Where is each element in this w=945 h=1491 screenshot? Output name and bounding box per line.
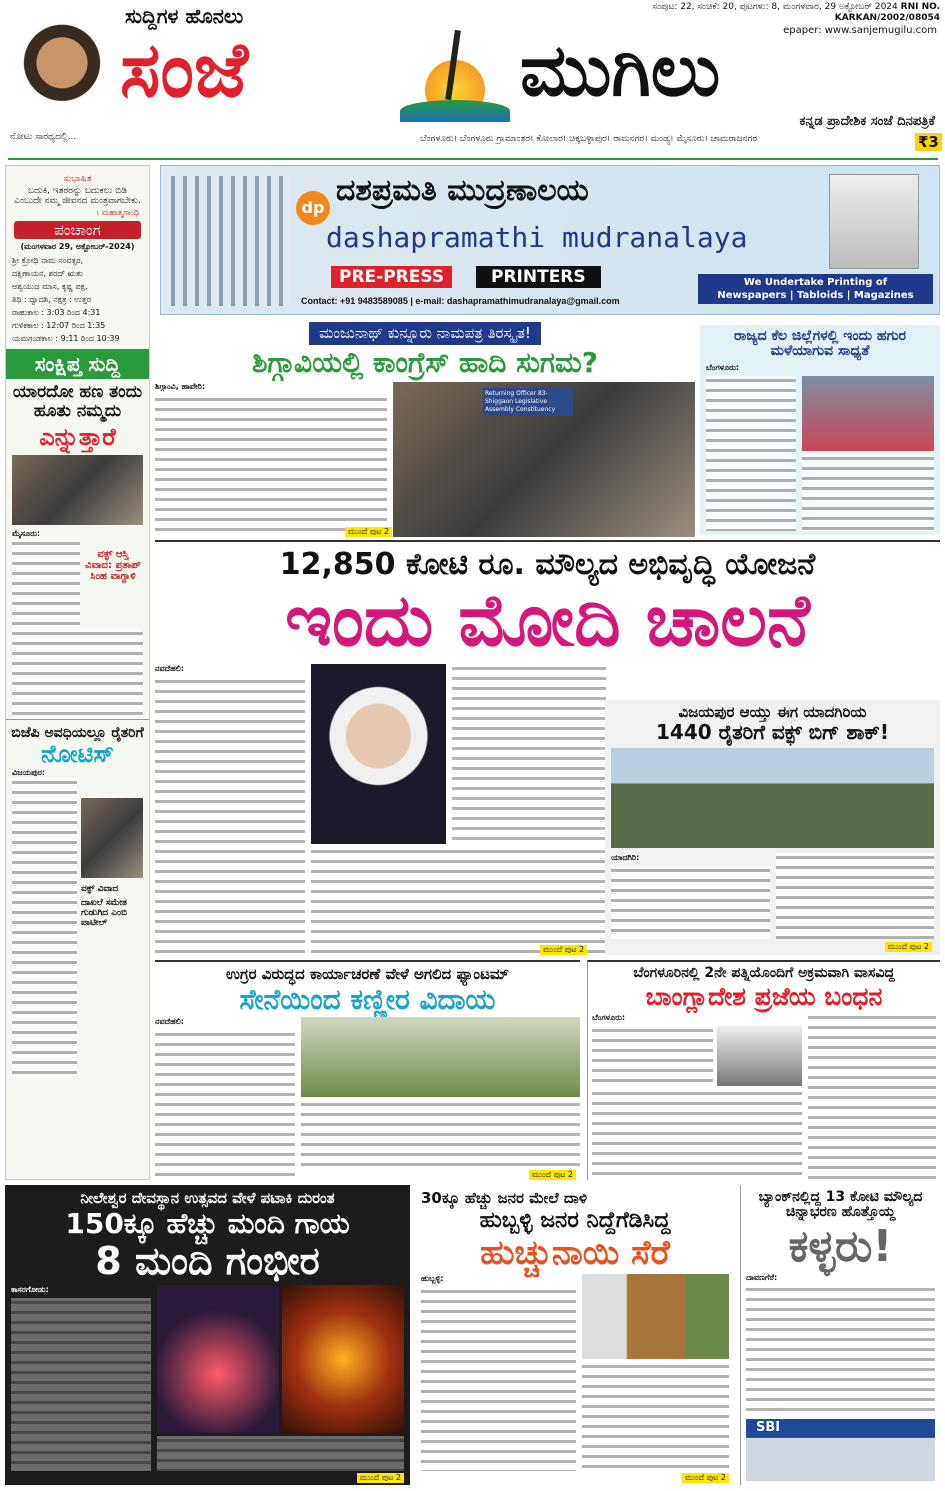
story-body — [611, 866, 770, 940]
story-dateline: ಶಿಗ್ಗಾಂವಿ, ಹಾವೇರಿ: — [155, 381, 206, 391]
story-headline: ರಾಜ್ಯದ ಕೆಲ ಜಿಲ್ಲೆಗಳಲ್ಲಿ ಇಂದು ಹಗುರ ಮಳೆಯಾಗುವ ಸಾಧ್ಯತೆ — [733, 328, 907, 360]
brief-story2-pull1: ವಕ್ಫ್ ವಿವಾದ — [81, 883, 119, 894]
subhashita-label: ಸುಭಾಷಿತ — [63, 174, 92, 184]
panchanga-list — [6, 252, 149, 347]
masthead-rule — [8, 158, 938, 160]
modi-photo — [311, 664, 446, 844]
price-badge: ₹3 — [915, 133, 942, 151]
story-phantom — [155, 960, 580, 1180]
fire-photo-2 — [282, 1285, 404, 1433]
ad-prepress: PRE-PRESS — [331, 266, 452, 288]
press-machine-image — [171, 176, 291, 306]
story-body-2 — [802, 454, 934, 531]
story-kicker: ನೀಲೇಶ್ವರ ದೇವಸ್ಥಾನ ಉತ್ಸವದ ವೇಳೆ ಪಟಾಕಿ ದುರಂತ — [80, 1189, 335, 1207]
story-dateline: ಬೆಂಗಳೂರು: — [706, 362, 740, 372]
story-kicker: 12,850 ಕೋಟಿ ರೂ. ಮೌಲ್ಯದ ಅಭಿವೃದ್ಧಿ ಯೋಜನೆ — [279, 547, 816, 582]
sidebar — [5, 165, 150, 1180]
story-headline: ಇಂದು ಮೋದಿ ಚಾಲನೆ — [285, 578, 810, 662]
panchanga-item: ಆಶ್ವಯುಜ ಮಾಸ, ಕೃಷ್ಣ ಪಕ್ಷ, — [12, 282, 88, 291]
subhashita-author: । ಮಹಾತ್ಮಗಾಂಧಿ — [96, 208, 139, 217]
printer-image — [829, 174, 919, 269]
story-kicker: ಬೆಂಗಳೂರಿನಲ್ಲಿ 2ನೇ ಪತ್ನಿಯೊಂದಿಗೆ ಅಕ್ರಮವಾಗಿ ವಾಸವಿದ್ದ — [633, 965, 895, 981]
panchanga-date: (ಮಂಗಳವಾರ 29, ಅಕ್ಟೋಬರ್-2024) — [20, 242, 135, 251]
panchanga-item: ತಿಥಿ : ದ್ವಾದಶಿ, ನಕ್ಷತ್ರ : ಉತ್ತರ — [12, 295, 91, 304]
story-headline-1: 150ಕ್ಕೂ ಹೆಚ್ಚು ಮಂದಿ ಗಾಯ — [65, 1206, 350, 1240]
brief-story2-dateline: ವಿಜಯಪುರ: — [12, 767, 46, 777]
brief-story1-pull: ವಕ್ಫ್ ಆಸ್ತಿ ವಿವಾದ: ಪ್ರತಾಪ್ ಸಿಂಹ ವಾಗ್ದಾಳಿ — [85, 548, 141, 582]
masthead-subtitle: ಕನ್ನಡ ಪ್ರಾದೇಶಿಕ ಸಂಜೆ ದಿನಪತ್ರಿಕೆ — [799, 114, 935, 129]
farmers-photo — [611, 748, 934, 848]
story-dateline: ನವದೆಹಲಿ: — [155, 1017, 184, 1027]
ad-name-english: dashapramathi mudranalaya — [326, 221, 748, 254]
story-bangladesh — [587, 960, 940, 1180]
brief-story2-photo — [81, 798, 143, 878]
story-headline: ಬಾಂಗ್ಲಾದೇಶ ಪ್ರಜೆಯ ಬಂಧನ — [645, 982, 883, 1012]
story-dateline: ಹುಬ್ಬಳ್ಳಿ: — [421, 1274, 444, 1284]
brief-story1-headline-2: ಎನ್ನುತ್ತಾರೆ — [39, 423, 116, 452]
brief-story2-pull2: ದಾಖಲೆ ಸಮೇತ ಗುಡುಗಿದ ಎಂಬಿ ಪಾಟೀಲ್ — [81, 897, 128, 928]
sbi-bank-photo — [746, 1419, 935, 1481]
story-headline-1: ಹುಬ್ಬಳ್ಳಿ ಜನರ ನಿದ್ದೆಗೆಡಿಸಿದ್ದ — [479, 1207, 671, 1233]
story-headline-2: ಹುಚ್ಚುನಾಯಿ ಸೆರೆ — [480, 1232, 670, 1273]
rain-photo — [802, 376, 934, 451]
brief-story1-photo — [12, 455, 143, 525]
story-dateline: ಬೆಂಗಳೂರು: — [592, 1012, 626, 1022]
masthead-title-right: ಮುಗಿಲು — [520, 28, 721, 112]
rni-number: RNI NO. KARKAN/2002/08054 — [834, 2, 940, 23]
story-body-2 — [808, 1013, 936, 1180]
palm-logo — [400, 20, 510, 120]
issue-info: ಸಂಪುಟ: 22, ಸಂಚಿಕೆ: 20, ಪುಟಗಳು: 8, ಮಂಗಳವಾರ, 29 ಅಕ್ಟೋಬರ್ 2024 — [652, 2, 898, 12]
fire-photo-1 — [157, 1285, 279, 1433]
brief-story1-body-2 — [12, 629, 143, 719]
masthead-title-left: ಸಂಜೆ — [120, 25, 249, 114]
continued-label: ಮುಂದೆ ಪುಟ 2 — [357, 1473, 404, 1483]
ad-services — [698, 274, 933, 304]
ad-contact: Contact: +91 9483589085 | e-mail: dashapramathimudranalaya@gmail.com — [301, 296, 620, 306]
panchanga-item: ಯಮಗಂಡಕಾಲ : 9:11 ರಿಂದ 10:39 — [12, 334, 120, 343]
ad-services-line1: We Undertake Printing of — [743, 277, 888, 288]
editor-caption: ನೋಟು ಸಾರಥ್ಯದಲ್ಲಿ... — [10, 132, 77, 142]
sbi-sign: SBI — [756, 1420, 781, 1435]
continued-label: ಮುಂದೆ ಪುಟ 2 — [529, 1170, 576, 1180]
subhashita-text: ಬದುಕಿ, ಇತರರನ್ನು ಬದುಕಲು ಬಿಡಿ ಎಂಬುದೇ ನಮ್ಮ ಜೀವನದ ಮಂತ್ರವಾಗಬೇಕು. — [14, 186, 141, 206]
story-kicker: ಉಗ್ರರ ವಿರುದ್ಧದ ಕಾರ್ಯಾಚರಣೆ ವೇಳೆ ಅಗಲಿದ ಫ್ಯಾಂಟಮ್ — [225, 965, 510, 983]
brief-story1-body — [12, 539, 80, 629]
story-body — [421, 1287, 576, 1471]
story-photo — [393, 382, 695, 537]
story-body — [11, 1298, 151, 1471]
story-body — [155, 677, 305, 955]
story-headline: ಸೇನೆಯಿಂದ ಕಣ್ಣೀರ ವಿದಾಯ — [239, 982, 496, 1016]
story-body — [155, 1030, 295, 1180]
story-dateline: ಯಾದಗಿರಿ: — [611, 852, 640, 862]
story-headline-2: 8 ಮಂದಿ ಗಂಭೀರ — [95, 1239, 320, 1284]
ad-logo: dp — [296, 191, 330, 225]
story-body — [706, 376, 796, 531]
ad-name-kannada: ದಶಪ್ರಮತಿ ಮುದ್ರಣಾಲಯ — [336, 173, 589, 208]
story-headline: ಕಳ್ಳರು! — [788, 1220, 893, 1272]
ad-banner[interactable] — [160, 165, 940, 315]
brief-story2-body — [12, 778, 77, 1078]
story-body-2 — [776, 853, 935, 940]
story-kicker: ಮಂಜುನಾಥ್ ಕುನ್ನೂರು ನಾಮಪತ್ರ ತಿರಸ್ಕೃತ! — [309, 322, 541, 345]
city-list: ಬೆಂಗಳೂರು। ಬೆಂಗಳೂರು ಗ್ರಾಮಾಂತರ। ಕೋಲಾರ। ಚಿಕ್ಕಬಳ್ಳಾಪುರ। ರಾಮನಗರ। ಮಂಡ್ಯ। ಮೈಸೂರು। ಚಾಮರಾಜನಗರ — [420, 134, 758, 144]
brief-story1-headline: ಯಾರದೋ ಹಣ ತಂದು ಹೂತು ನಮ್ಮದು — [12, 382, 143, 421]
brief-story2-headline-2: ನೋಟಿಸ್ — [41, 740, 114, 769]
story-waqf — [605, 700, 940, 955]
story-headline: 1440 ರೈತರಿಗೆ ವಕ್ಫ್ ಬಿಗ್ ಶಾಕ್! — [656, 719, 889, 744]
story-body — [746, 1285, 935, 1417]
story-fireworks — [5, 1185, 410, 1485]
story-kicker: 30ಕ್ಕೂ ಹೆಚ್ಚು ಜನರ ಮೇಲೆ ದಾಳಿ — [421, 1189, 588, 1207]
panchanga-item: ಶ್ರೀ ಕ್ರೋಧಿ ನಾಮ ಸಂವತ್ಸರ, — [12, 256, 84, 265]
story-body-2 — [301, 1100, 580, 1168]
continued-label: ಮುಂದೆ ಪುಟ 2 — [345, 527, 392, 537]
story-dateline: ಕಾಸರಗೋಡು: — [11, 1285, 49, 1295]
continued-label: ಮುಂದೆ ಪುಟ 2 — [885, 942, 932, 952]
brief-news-title: ಸಂಕ್ಷಿಪ್ತ ಸುದ್ದಿ — [6, 349, 149, 379]
story-body-2 — [157, 1436, 404, 1471]
story-dateline: ದಾವಣಗೆರೆ: — [746, 1273, 778, 1283]
epaper-link[interactable]: epaper: www.sanjemugilu.com — [783, 25, 937, 36]
story-dateline: ನವದೆಹಲಿ: — [155, 664, 184, 674]
story-body — [155, 395, 387, 537]
panchanga-item: ರಾಹುಕಾಲ : 3:03 ರಿಂದ 4:31 — [12, 308, 101, 317]
story-shiggaon — [155, 322, 695, 537]
story-kicker: ಬ್ಯಾಂಕ್‌ನಲ್ಲಿದ್ದ 13 ಕೋಟಿ ಮೌಲ್ಯದ ಚಿನ್ನಾಭರಣ ಹೊತ್ತೊಯ್ದ — [758, 1189, 923, 1221]
handcuffs-photo — [717, 1026, 802, 1086]
story-dogs — [415, 1185, 735, 1485]
returning-officer-sign: Returning Officer 83-Shiggaon Legislative Assembly Constituency — [483, 388, 573, 416]
ad-services-line2: Newspapers | Tabloids | Magazines — [717, 290, 914, 301]
story-body-2 — [311, 847, 606, 955]
dog-photo — [582, 1274, 729, 1359]
brief-story1-dateline: ಮೈಸೂರು: — [12, 528, 41, 538]
story-body — [592, 1026, 713, 1086]
story-headline: ಶಿಗ್ಗಾವಿಯಲ್ಲಿ ಕಾಂಗ್ರೆಸ್ ಹಾದಿ ಸುಗಮ? — [252, 346, 598, 379]
continued-label: ಮುಂದೆ ಪುಟ 2 — [540, 945, 587, 955]
story-rain — [700, 325, 940, 535]
panchanga-title: ಪಂಚಾಂಗ — [14, 221, 141, 239]
story-body-3 — [452, 664, 606, 844]
brief-story2-headline: ಬಿಜೆಪಿ ಅವಧಿಯಲ್ಲೂ ರೈತರಿಗೆ — [6, 719, 149, 741]
panchanga-item: ಗುಳಿಕಕಾಲ : 12:07 ರಿಂದ 1:35 — [12, 321, 106, 330]
continued-label: ಮುಂದೆ ಪುಟ 2 — [682, 1473, 729, 1483]
dateline — [548, 2, 940, 24]
story-kicker: ವಿಜಯಪುರ ಆಯ್ತು ಈಗ ಯಾದಗಿರಿಯ — [678, 703, 867, 721]
story-bank — [740, 1185, 940, 1485]
ad-printers: PRINTERS — [476, 266, 601, 288]
army-dog-photo — [301, 1017, 580, 1097]
masthead-tagline: ಸುದ್ದಿಗಳ ಹೊನಲು — [125, 4, 244, 28]
panchanga-item: ದಕ್ಷಿಣಾಯನ, ಶರದ್ ಋತು — [12, 269, 83, 278]
story-body-2 — [582, 1362, 729, 1471]
story-body-3 — [592, 1089, 802, 1180]
editor-photo — [12, 18, 112, 130]
